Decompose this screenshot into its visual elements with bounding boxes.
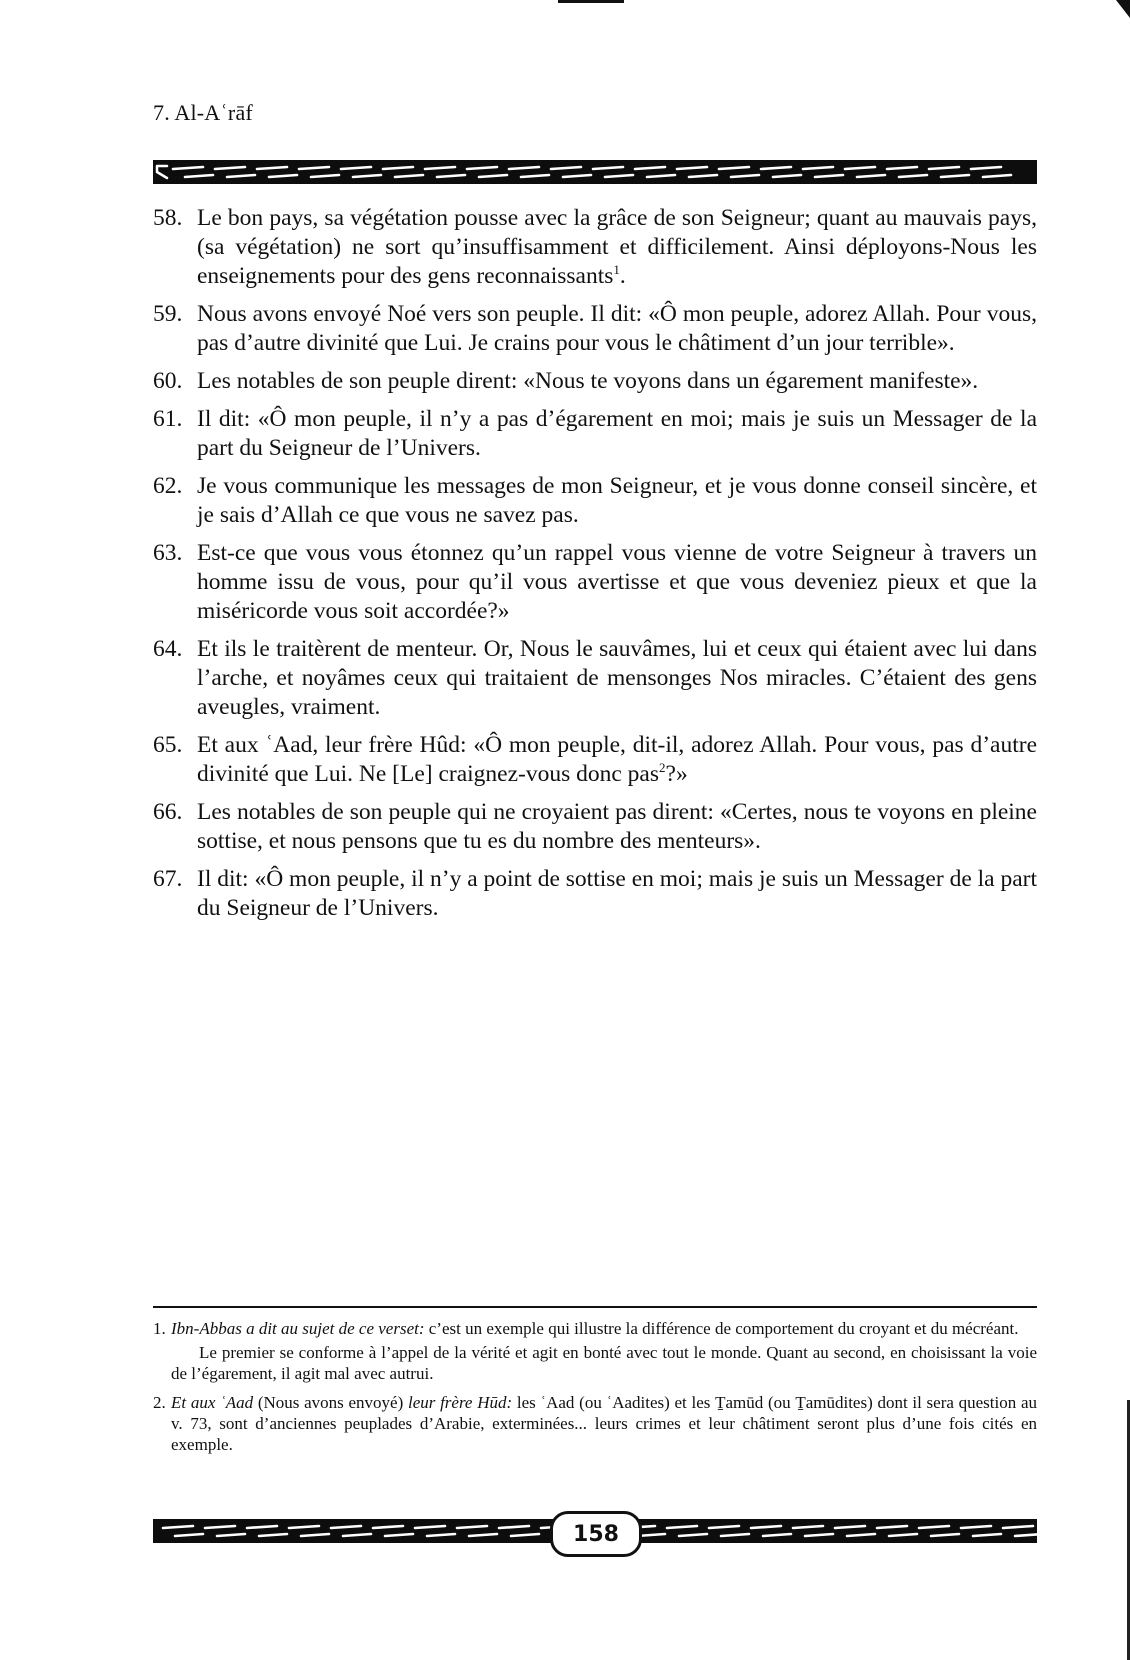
verse-number: 67. [153, 866, 183, 892]
footnote-lead: Et aux ʿAad [171, 1393, 254, 1412]
scan-mark [558, 0, 624, 3]
footnote-2 [153, 1392, 1037, 1455]
verse-65 [153, 731, 1037, 789]
footnote-emphasis: leur frère Hūd: [407, 1393, 513, 1412]
footnote-text: c’est un exemple qui illustre la différence de comportement du croyant et du mécréant. [424, 1319, 1019, 1338]
verse-text: Est-ce que vous vous étonnez qu’un rappel vous vienne de votre Seigneur à travers un homme issu de vous, pour qu’il vous avertisse et que vous deveniez pieux et que la miséricorde vous soit accordée?» [197, 540, 1037, 624]
verse-number: 64. [153, 636, 183, 662]
verse-text: Le bon pays, sa végétation pousse avec la grâce de son Seigneur; quant au mauvais pays, (sa végétation) ne sort qu’insuffisamment et difficilement. Ainsi déployons-Nous les enseignements pour des gens reconnaissants [197, 205, 1037, 289]
verse-58 [153, 204, 1037, 291]
verse-text-end: ?» [665, 761, 688, 787]
verse-text: Je vous communique les messages de mon Seigneur, et je vous donne conseil sincère, et je sais d’Allah ce que vous ne savez pas. [197, 473, 1037, 528]
verse-text: Il dit: «Ô mon peuple, il n’y a point de sottise en moi; mais je suis un Messager de la part du Seigneur de l’Univers. [197, 866, 1037, 921]
footnote-number: 2. [153, 1393, 166, 1412]
footnote-1-paragraph: Le premier se conforme à l’appel de la vérité et agit en bonté avec tout le monde. Quant au second, en choisissant la voie de l’égarement, il agit mal avec autrui. [171, 1343, 1037, 1383]
verse-66 [153, 798, 1037, 856]
verse-60 [153, 367, 1037, 396]
verse-59 [153, 300, 1037, 358]
verse-number: 63. [153, 540, 183, 566]
verse-67 [153, 865, 1037, 923]
verse-text: Et ils le traitèrent de menteur. Or, Nous le sauvâmes, lui et ceux qui étaient avec lui dans l’arche, et noyâmes ceux qui traitaient de mensonges Nos miracles. C’étaient des gens aveugles, vraiment. [197, 636, 1037, 720]
ornamental-band-top [153, 160, 1037, 184]
verse-61 [153, 405, 1037, 463]
verse-number: 65. [153, 732, 183, 758]
footnote-ref: 2 [659, 760, 666, 776]
footnote-ref: 1 [613, 262, 620, 278]
verse-number: 59. [153, 301, 183, 327]
verse-text: Et aux ʿAad, leur frère Hûd: «Ô mon peuple, dit-il, adorez Allah. Pour vous, pas d’autre divinité que Lui. Ne [Le] craignez-vous donc pas [197, 732, 1037, 787]
footnote-text: (Nous avons envoyé) [253, 1393, 408, 1412]
verse-number: 58. [153, 205, 183, 231]
footnote-number: 1. [153, 1319, 166, 1338]
verse-64 [153, 635, 1037, 722]
verse-number: 61. [153, 406, 183, 432]
footnote-separator [153, 1306, 1037, 1308]
verse-63 [153, 539, 1037, 626]
verse-text: Il dit: «Ô mon peuple, il n’y a pas d’égarement en moi; mais je suis un Messager de la part du Seigneur de l’Univers. [197, 406, 1037, 461]
scan-corner-mark [1116, 0, 1130, 18]
verse-number: 60. [153, 368, 183, 394]
verse-list [153, 204, 1037, 932]
chapter-header: 7. Al-Aʿrāf [153, 100, 253, 125]
verse-text-end: . [619, 263, 626, 289]
footnote-1 [153, 1318, 1037, 1339]
verse-text: Nous avons envoyé Noé vers son peuple. Il dit: «Ô mon peuple, adorez Allah. Pour vous, pas d’autre divinité que Lui. Je crains pour vous le châtiment d’un jour terrible». [197, 301, 1037, 356]
verse-text: Les notables de son peuple qui ne croyaient pas dirent: «Certes, nous te voyons en pleine sottise, et nous pensons que tu es du nombre des menteurs». [197, 799, 1037, 854]
page-number: 158 [550, 1511, 642, 1557]
verse-text: Les notables de son peuple dirent: «Nous te voyons dans un égarement manifeste». [197, 368, 979, 394]
footnote-lead: Ibn-Abbas a dit au sujet de ce verset: [171, 1319, 425, 1338]
verse-number: 66. [153, 799, 183, 825]
verse-number: 62. [153, 473, 183, 499]
footnote-text-end: les ʿAad (ou ʿAadites) et les Ṯamūd (ou Ṯamūdites) dont il sera question au v. 73, sont d’anciennes peuplades d’Arabie, exterminées... leurs crimes et leur châtiment seront plus d’une fois cités en exemple. [171, 1393, 1038, 1454]
verse-62 [153, 472, 1037, 530]
footnotes [153, 1318, 1037, 1458]
